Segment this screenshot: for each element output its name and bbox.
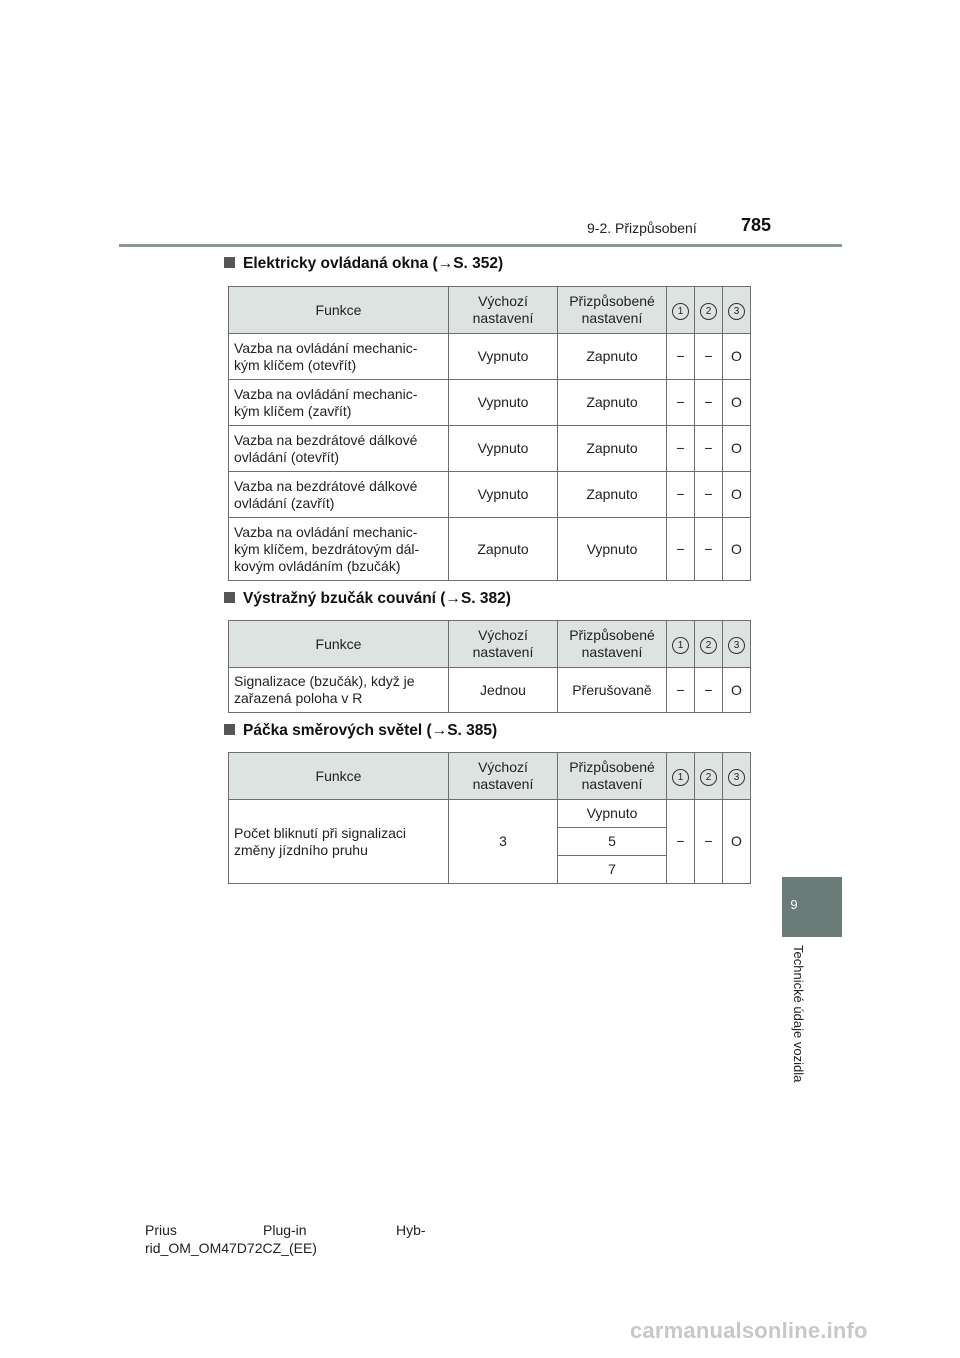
mode3-cell: O xyxy=(723,518,751,581)
table-row xyxy=(229,426,751,472)
col-header-custom: Přizpůsobené nastavení xyxy=(558,753,667,800)
section-header: 9-2. Přizpůsobení xyxy=(587,220,697,236)
col-header-3 xyxy=(723,621,751,668)
arrow-right-icon: → xyxy=(431,722,448,739)
col-header-custom: Přizpůsobené nastavení xyxy=(558,287,667,334)
mode3-cell: O xyxy=(723,472,751,518)
table-row xyxy=(229,334,751,380)
section-title-power-windows: Elektricky ovládaná okna (→S. 352) xyxy=(224,255,503,273)
custom-cell: Zapnuto xyxy=(558,334,667,380)
col-header-1 xyxy=(667,287,695,334)
col-header-default: Výchozí nastavení xyxy=(449,287,558,334)
table-reverse-buzzer xyxy=(228,620,751,713)
default-cell: Vypnuto xyxy=(449,472,558,518)
mode2-cell: − xyxy=(695,800,723,884)
mode1-cell: − xyxy=(667,334,695,380)
chapter-tab xyxy=(782,877,842,937)
table-row xyxy=(229,472,751,518)
circled-2-icon: 2 xyxy=(700,637,717,654)
col-header-funkce: Funkce xyxy=(229,753,449,800)
mode1-cell: − xyxy=(667,518,695,581)
custom-cell: 7 xyxy=(558,856,667,884)
function-cell: Vazba na ovládání mechanic- kým klíčem (zavřít) xyxy=(229,380,449,426)
col-header-3 xyxy=(723,287,751,334)
mode2-cell: − xyxy=(695,668,723,713)
circled-2-icon: 2 xyxy=(700,303,717,320)
circled-2-icon: 2 xyxy=(700,769,717,786)
col-header-2 xyxy=(695,287,723,334)
function-cell: Vazba na ovládání mechanic- kým klíčem, bezdrátovým dál- kovým ovládáním (bzučák) xyxy=(229,518,449,581)
square-bullet-icon xyxy=(224,724,235,735)
custom-cell: Zapnuto xyxy=(558,380,667,426)
mode1-cell: − xyxy=(667,426,695,472)
mode3-cell: O xyxy=(723,668,751,713)
col-header-2 xyxy=(695,621,723,668)
default-cell: 3 xyxy=(449,800,558,884)
section-title-turn-signal-lever: Páčka směrových světel (→S. 385) xyxy=(224,722,497,740)
mode2-cell: − xyxy=(695,334,723,380)
section-title-reverse-buzzer: Výstražný bzučák couvání (→S. 382) xyxy=(224,590,511,608)
custom-cell: Vypnuto xyxy=(558,800,667,828)
default-cell: Jednou xyxy=(449,668,558,713)
custom-cell: Přerušovaně xyxy=(558,668,667,713)
mode3-cell: O xyxy=(723,800,751,884)
col-header-funkce: Funkce xyxy=(229,287,449,334)
col-header-funkce: Funkce xyxy=(229,621,449,668)
watermark: carmanualsonline.info xyxy=(630,1318,868,1343)
circled-3-icon: 3 xyxy=(728,637,745,654)
header-rule xyxy=(119,244,842,247)
mode2-cell: − xyxy=(695,380,723,426)
circled-1-icon: 1 xyxy=(672,303,689,320)
table-row xyxy=(229,668,751,713)
col-header-default: Výchozí nastavení xyxy=(449,621,558,668)
circled-3-icon: 3 xyxy=(728,769,745,786)
function-cell: Vazba na bezdrátové dálkové ovládání (otevřít) xyxy=(229,426,449,472)
function-cell: Vazba na ovládání mechanic- kým klíčem (otevřít) xyxy=(229,334,449,380)
mode1-cell: − xyxy=(667,668,695,713)
col-header-custom: Přizpůsobené nastavení xyxy=(558,621,667,668)
table-turn-signal-lever xyxy=(228,752,751,884)
page-number: 785 xyxy=(741,215,772,235)
col-header-default: Výchozí nastavení xyxy=(449,753,558,800)
arrow-right-icon: → xyxy=(437,255,454,272)
col-header-1 xyxy=(667,621,695,668)
custom-cell: Vypnuto xyxy=(558,518,667,581)
col-header-1 xyxy=(667,753,695,800)
circled-3-icon: 3 xyxy=(728,303,745,320)
mode3-cell: O xyxy=(723,426,751,472)
custom-cell: Zapnuto xyxy=(558,472,667,518)
default-cell: Zapnuto xyxy=(449,518,558,581)
mode1-cell: − xyxy=(667,472,695,518)
mode2-cell: − xyxy=(695,426,723,472)
function-cell: Vazba na bezdrátové dálkové ovládání (zavřít) xyxy=(229,472,449,518)
custom-cell: Zapnuto xyxy=(558,426,667,472)
col-header-2 xyxy=(695,753,723,800)
table-row xyxy=(229,380,751,426)
chapter-number: 9 xyxy=(790,897,798,912)
mode1-cell: − xyxy=(667,800,695,884)
function-cell: Počet bliknutí při signalizaci změny jízdního pruhu xyxy=(229,800,449,884)
circled-1-icon: 1 xyxy=(672,637,689,654)
table-header-row xyxy=(229,621,751,668)
arrow-right-icon: → xyxy=(445,590,461,607)
page-reference-link[interactable]: S. 352) xyxy=(453,255,504,272)
mode3-cell: O xyxy=(723,334,751,380)
table-row xyxy=(229,518,751,581)
table-header-row xyxy=(229,287,751,334)
table-power-windows xyxy=(228,286,751,581)
square-bullet-icon xyxy=(224,257,235,268)
table-row xyxy=(229,800,751,828)
table-header-row xyxy=(229,753,751,800)
default-cell: Vypnuto xyxy=(449,426,558,472)
mode2-cell: − xyxy=(695,472,723,518)
custom-cell: 5 xyxy=(558,828,667,856)
square-bullet-icon xyxy=(224,592,235,603)
mode2-cell: − xyxy=(695,518,723,581)
circled-1-icon: 1 xyxy=(672,769,689,786)
mode3-cell: O xyxy=(723,380,751,426)
col-header-3 xyxy=(723,753,751,800)
default-cell: Vypnuto xyxy=(449,334,558,380)
page-reference-link[interactable]: S. 382) xyxy=(460,590,511,607)
chapter-label: Technické údaje vozidla xyxy=(791,945,806,1083)
mode1-cell: − xyxy=(667,380,695,426)
function-cell: Signalizace (bzučák), když je zařazená poloha v R xyxy=(229,668,449,713)
page-reference-link[interactable]: S. 385) xyxy=(447,722,498,739)
default-cell: Vypnuto xyxy=(449,380,558,426)
